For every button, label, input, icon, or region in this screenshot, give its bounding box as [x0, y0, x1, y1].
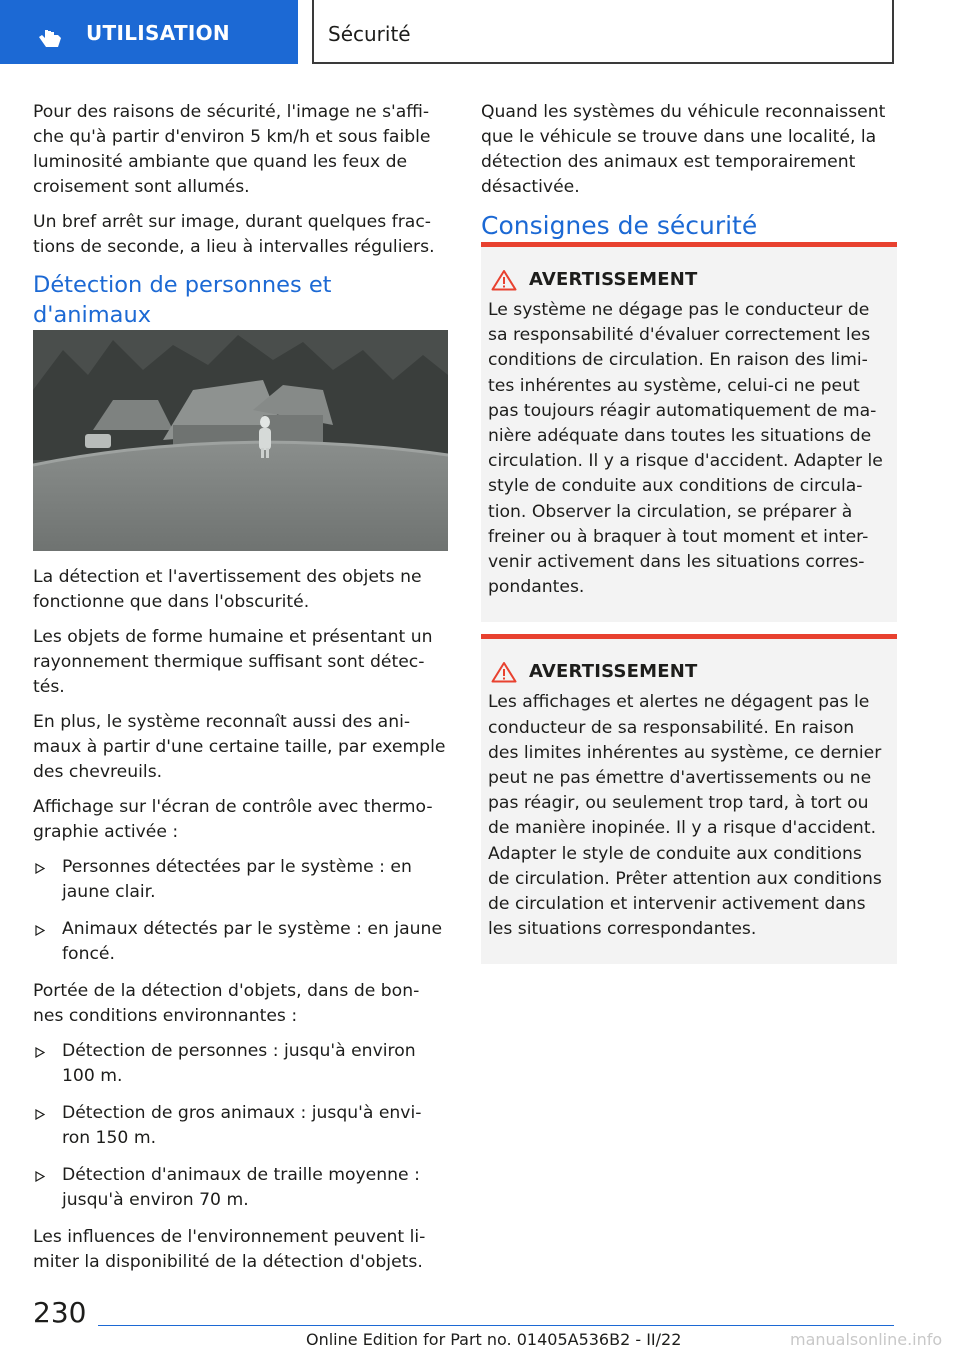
right-column [481, 100, 897, 976]
triangle-bullet-icon [35, 1109, 45, 1120]
list-item: Détection d'animaux de traille moyenne : jusqu'à environ 70 m. [33, 1163, 449, 1213]
section-title: Sécurité [328, 22, 411, 46]
warning-title: AVERTISSEMENT [529, 269, 698, 290]
left-column [33, 100, 449, 1285]
section-heading: Détection de personnes et d'animaux [33, 272, 332, 328]
paragraph: Quand les systèmes du véhicule reconnaissent que le véhicule se trouve dans une localité, la détection des animaux est temporairement désactivée. [481, 102, 886, 197]
warning-box [481, 242, 897, 622]
warning-box [481, 634, 897, 964]
paragraph: Portée de la détection d'objets, dans de bon-nes conditions environnantes : [33, 981, 420, 1026]
triangle-bullet-icon [35, 925, 45, 936]
paragraph: Les influences de l'environnement peuvent li-miter la disponibilité de la détection d'objets. [33, 1227, 426, 1272]
paragraph: Affichage sur l'écran de contrôle avec thermo-graphie activée : [33, 797, 433, 842]
triangle-bullet-icon [35, 863, 45, 874]
thermal-image [33, 330, 448, 551]
list-item: Détection de personnes : jusqu'à environ 100 m. [33, 1039, 449, 1089]
paragraph: Les objets de forme humaine et présentant un rayonnement thermique suffisant sont détec-tés. [33, 627, 433, 697]
paragraph: La détection et l'avertissement des objets ne fonctionne que dans l'obscurité. [33, 567, 422, 612]
triangle-bullet-icon [35, 1171, 45, 1182]
warning-title: AVERTISSEMENT [529, 661, 698, 683]
edition-text: Online Edition for Part no. 01405A536B2 - II/22 [306, 1330, 682, 1349]
warning-body: Le système ne dégage pas le conducteur de sa responsabilité d'évaluer correctement les conditions de circulation. En raison des limi-tes inhérentes au système, celui-ci ne peut pas toujours réagir automatiquement de ma-nière adéquate dans toutes les situations de circulation. Il y a risque d'accident. Adapter le style de conduite aux conditions de circula-tion. Observer la circulation, se préparer à freiner ou à braquer à tout moment et inter-venir activement dans les situations corres-pondantes. [488, 300, 883, 598]
hand-pointer-icon [38, 24, 64, 50]
triangle-bullet-icon [35, 1047, 45, 1058]
warning-triangle-icon [491, 661, 517, 683]
paragraph: Pour des raisons de sécurité, l'image ne s'affi-che qu'à partir d'environ 5 km/h et sous faible luminosité ambiante que quand les feux de croisement sont allumés. [33, 102, 431, 197]
list-item: Animaux détectés par le système : en jaune foncé. [33, 917, 449, 967]
section-heading: Consignes de sécurité [481, 211, 758, 240]
section-header [312, 0, 894, 64]
detection-color-list [33, 855, 449, 967]
warning-body: Les affichages et alertes ne dégagent pas le conducteur de sa responsabilité. En raison des limites inhérentes au système, ce dernier peut ne pas émettre d'avertissements ou ne pas réagir, ou seulement trop tard, à tort ou de manière inopinée. Il y a risque d'accident. Adapter le style de conduite aux conditions de circulation. Prêter attention aux conditions de circulation et intervenir activement dans les situations correspondantes. [488, 692, 882, 940]
chapter-tab [0, 0, 298, 64]
detection-range-list [33, 1039, 449, 1213]
page-number: 230 [33, 1296, 87, 1329]
footer-divider [98, 1325, 894, 1326]
paragraph: En plus, le système reconnaît aussi des ani-maux à partir d'une certaine taille, par exemple des chevreuils. [33, 712, 446, 782]
paragraph: Un bref arrêt sur image, durant quelques frac-tions de seconde, a lieu à intervalles réguliers. [33, 212, 435, 257]
thermal-scene-illustration [33, 330, 448, 551]
list-item: Personnes détectées par le système : en jaune clair. [33, 855, 449, 905]
watermark: manualsonline.info [790, 1330, 943, 1349]
chapter-label: UTILISATION [86, 21, 230, 45]
warning-triangle-icon [491, 269, 517, 291]
list-item: Détection de gros animaux : jusqu'à envi-ron 150 m. [33, 1101, 449, 1151]
